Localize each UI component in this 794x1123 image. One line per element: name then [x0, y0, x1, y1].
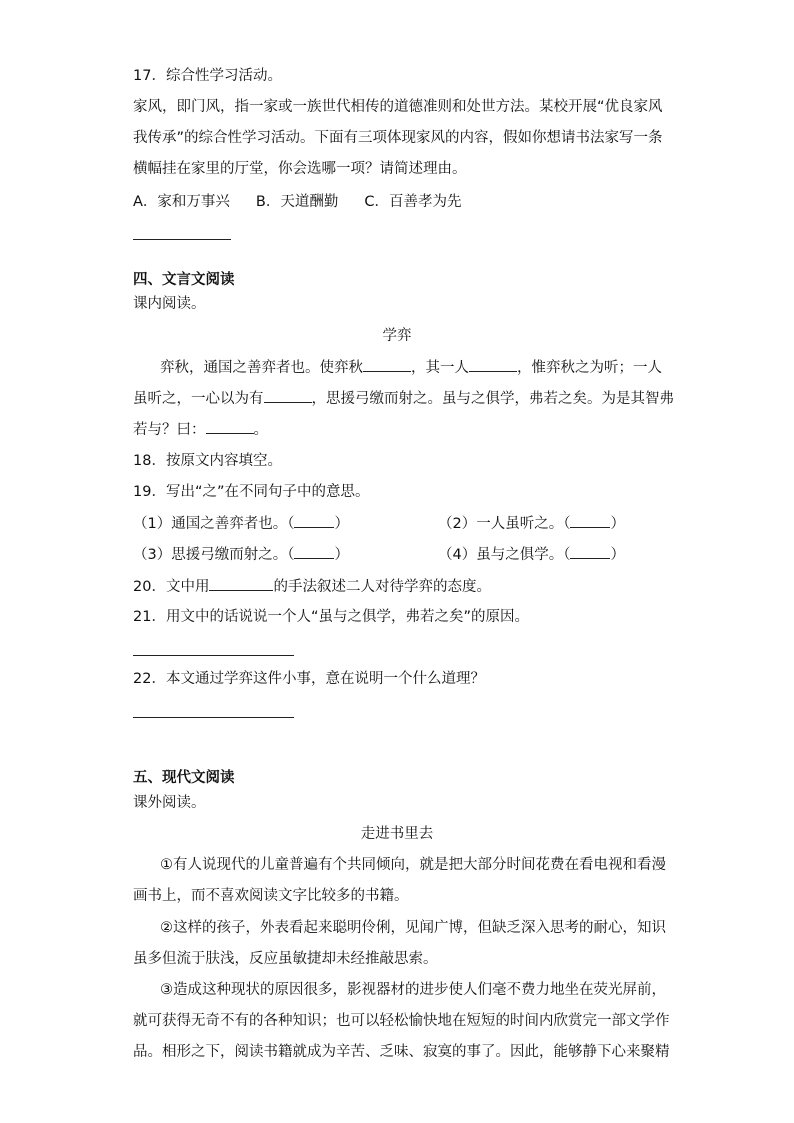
q17-title: 17．综合性学习活动。 [133, 68, 282, 84]
section4-heading: 四、文言文阅读 [133, 272, 235, 288]
q22-answer-line[interactable] [133, 717, 294, 718]
passage-title-zoujinshuli: 走进书里去 [360, 826, 434, 842]
q19-item-3: （3）思援弓缴而射之。（ ） [133, 544, 349, 565]
article-line-4: 虽多但流于肤浅，反应虽敏捷却未经推敲思索。 [133, 951, 438, 967]
q19-blank-1[interactable] [294, 513, 334, 528]
q17-option-b[interactable]: B．天道酬勤 [255, 194, 339, 210]
q17-text-line-2: 我传承”的综合性学习活动。下面有三项体现家风的内容，假如你想请书法家写一条 [133, 130, 663, 146]
passage-line-3: 若与？曰： 。 [133, 419, 268, 440]
q19-item-4: （4）虽与之俱学。（ ） [438, 544, 625, 565]
passage-line-2: 虽听之，一心以为有 ，思援弓缴而射之。虽与之俱学，弗若之矣。为是其智弗 [133, 388, 674, 409]
article-line-2: 画书上，而不喜欢阅读文字比较多的书籍。 [133, 888, 409, 904]
article-line-3: ②这样的孩子，外表看起来聪明伶俐，见闻广博，但缺乏深入思考的耐心，知识 [160, 920, 666, 936]
section5-heading: 五、现代文阅读 [133, 770, 235, 786]
q21-answer-line[interactable] [133, 655, 294, 656]
fill-blank-2[interactable] [469, 357, 517, 372]
q20-blank[interactable] [209, 576, 273, 591]
q17-text-line-3: 横幅挂在家里的厅堂，你会选哪一项？请简述理由。 [133, 161, 467, 177]
fill-blank-1[interactable] [363, 357, 411, 372]
fill-blank-4[interactable] [206, 419, 254, 434]
q19-text: 19．写出“之”在不同句子中的意思。 [133, 484, 370, 500]
article-line-7: 品。相形之下，阅读书籍就成为辛苦、乏味、寂寞的事了。因此，能够静下心来聚精 [133, 1044, 670, 1060]
q18-text: 18．按原文内容填空。 [133, 453, 282, 469]
q17-text-line-1: 家风，即门风，指一家或一族世代相传的道德准则和处世方法。某校开展“优良家风 [133, 99, 663, 115]
q22-text: 22．本文通过学弈这件小事，意在说明一个什么道理？ [133, 671, 485, 687]
q19-item-1: （1）通国之善弈者也。（ ） [133, 513, 349, 534]
article-line-6: 就可获得无奇不有的各种知识；也可以轻松愉快地在短短的时间内欣赏完一部文学作 [133, 1013, 670, 1029]
passage-line-1: 弈秋，通国之善弈者也。使弈秋 ，其一人 ，惟弈秋之为听；一人 [160, 357, 662, 378]
q20-text: 20．文中用 的手法叙述二人对待学弈的态度。 [133, 576, 491, 597]
q17-option-a[interactable]: A．家和万事兴 [133, 194, 230, 210]
fill-blank-3[interactable] [264, 388, 312, 403]
q17-options [133, 192, 462, 212]
section4-subheading: 课内阅读。 [133, 296, 206, 312]
article-line-1: ①有人说现代的儿童普遍有个共同倾向，就是把大部分时间花费在看电视和看漫 [160, 857, 666, 873]
article-line-5: ③造成这种现状的原因很多，影视器材的进步使人们毫不费力地坐在荧光屏前， [160, 982, 666, 998]
q19-item-2: （2）一人虽听之。（ ） [438, 513, 625, 534]
q19-blank-2[interactable] [570, 513, 610, 528]
q17-option-c[interactable]: C．百善孝为先 [364, 194, 462, 210]
q19-blank-3[interactable] [294, 544, 334, 559]
q17-answer-line[interactable] [133, 239, 231, 240]
section5-subheading: 课外阅读。 [133, 795, 206, 811]
passage-title-xueyi: 学弈 [382, 328, 412, 344]
q19-blank-4[interactable] [570, 544, 610, 559]
q21-text: 21．用文中的话说说一个人“虽与之俱学，弗若之矣”的原因。 [133, 609, 529, 625]
